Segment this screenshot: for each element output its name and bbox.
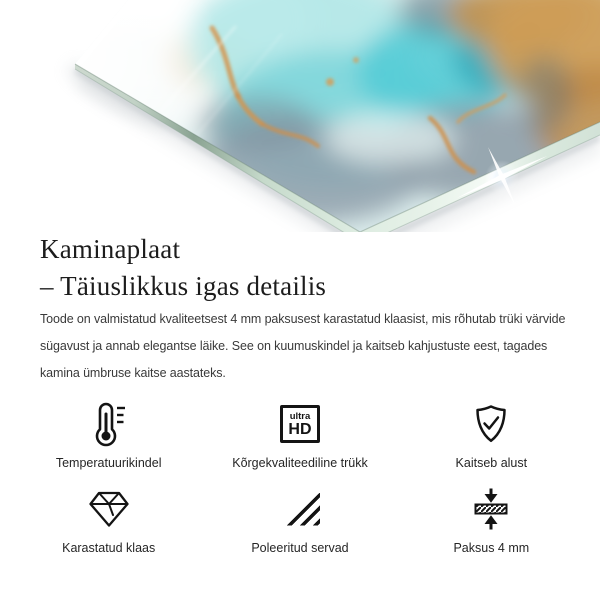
product-description-text: Toode on valmistatud kvaliteetsest 4 mm paksusest karastatud klaasist, mis rõhutab trüki värvide sügavust ja annab elegantse läike. See on kuumuskindel ja kaitseb kahjustuste eest, tagades kamina ümbruse kaitse aastateks.: [40, 312, 566, 380]
feature-thickness: [396, 481, 587, 566]
feature-protects-base: [396, 396, 587, 481]
ultra-hd-badge-bottom: HD: [288, 420, 312, 438]
feature-temperature: [13, 396, 204, 481]
feature-label: Karastatud klaas: [62, 541, 156, 555]
feature-polished-edges: [204, 481, 395, 566]
product-image: [0, 0, 600, 232]
thickness-icon: [471, 481, 511, 537]
feature-tempered-glass: [13, 481, 204, 566]
ultra-hd-badge-top: ultra: [289, 410, 311, 422]
page-title-line2: – Täiuslikkus igas detailis: [40, 271, 327, 301]
feature-label: Kõrgekvaliteediline trükk: [232, 456, 368, 470]
polished-edges-icon: [280, 481, 320, 537]
feature-label: Poleeritud servad: [251, 541, 349, 555]
feature-label: Temperatuurikindel: [55, 456, 162, 470]
feature-label: Paksus 4 mm: [453, 541, 530, 555]
shield-check-icon: [471, 396, 511, 452]
diamond-icon: [85, 481, 133, 537]
page-title: [40, 231, 326, 305]
thermometer-icon: [90, 396, 128, 452]
page-title-line1: Kaminaplaat: [40, 234, 181, 264]
feature-print-quality: [204, 396, 395, 481]
feature-label: Kaitseb alust: [455, 456, 528, 470]
feature-grid: [13, 396, 587, 566]
ultra-hd-print-icon: [280, 396, 320, 452]
